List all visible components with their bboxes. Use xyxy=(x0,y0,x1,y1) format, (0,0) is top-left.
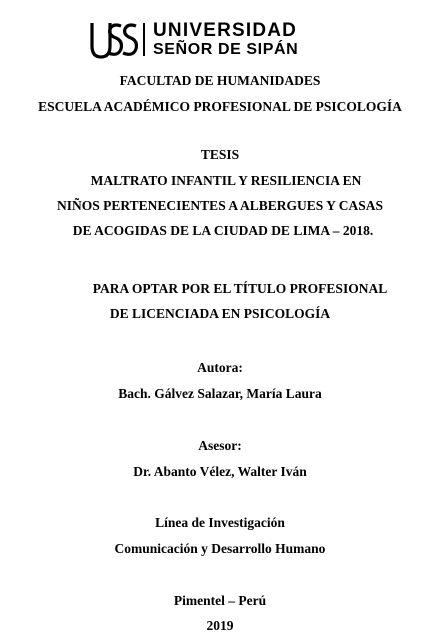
logo-divider xyxy=(143,23,145,56)
research-line-value: Comunicación y Desarrollo Humano xyxy=(114,541,326,556)
place: Pimentel – Perú xyxy=(173,593,267,608)
degree-line-2: DE LICENCIADA EN PSICOLOGÍA xyxy=(109,306,331,321)
university-name-line1: UNIVERSIDAD xyxy=(153,20,298,41)
uss-logo-mark-icon xyxy=(90,20,138,60)
thesis-title-line-2: NIÑOS PERTENECIENTES A ALBERGUES Y CASAS xyxy=(57,198,383,213)
advisor-name: Dr. Abanto Vélez, Walter Iván xyxy=(133,464,307,479)
university-name-line2: SEÑOR DE SIPÁN xyxy=(153,41,299,58)
year: 2019 xyxy=(206,618,234,633)
thesis-title-line-3: DE ACOGIDAS DE LA CIUDAD DE LIMA – 2018. xyxy=(72,223,374,238)
thesis-title-line-1: MALTRATO INFANTIL Y RESILIENCIA EN xyxy=(90,173,362,188)
advisor-label: Asesor: xyxy=(198,438,242,453)
author-label: Autora: xyxy=(197,360,243,375)
school-heading: ESCUELA ACADÉMICO PROFESIONAL DE PSICOLOGÍA xyxy=(38,99,402,114)
university-logo xyxy=(90,20,310,60)
author-name: Bach. Gálvez Salazar, María Laura xyxy=(118,386,322,401)
faculty-heading: FACULTAD DE HUMANIDADES xyxy=(119,73,321,88)
document-type: TESIS xyxy=(200,147,240,162)
degree-line-1: PARA OPTAR POR EL TÍTULO PROFESIONAL xyxy=(92,281,388,296)
research-line-label: Línea de Investigación xyxy=(155,515,285,530)
